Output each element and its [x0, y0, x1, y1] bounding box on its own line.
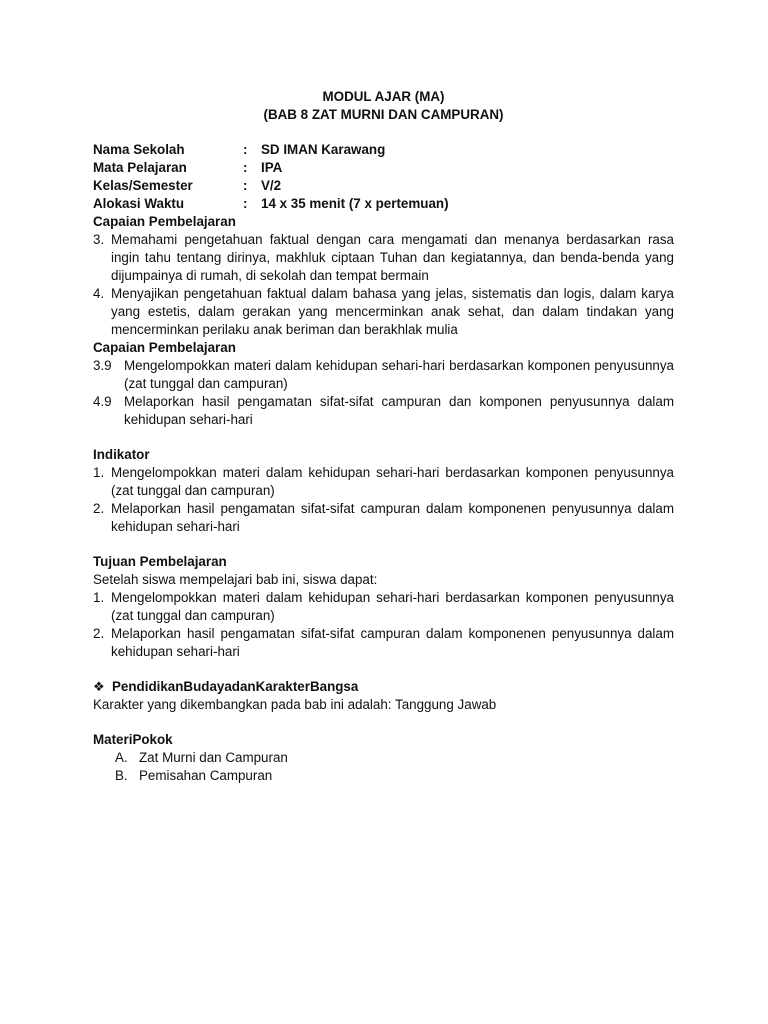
list-item — [93, 589, 674, 625]
meta-label: Mata Pelajaran — [93, 160, 187, 175]
list-number: 1. — [93, 465, 105, 480]
meta-block — [93, 141, 674, 213]
list-letter: A. — [115, 750, 128, 765]
list-text: Menyajikan pengetahuan faktual dalam bahasa yang jelas, sistematis dan logis, dalam karya yang estetis, dalam gerakan yang mencerminkan anak sehat, dan dalam tindakan yang mencerminkan perilaku anak beriman dan berakhlak mulia — [111, 286, 674, 337]
list-number: 3. — [93, 232, 105, 247]
list-number: 4. — [93, 286, 105, 301]
list-number: 2. — [93, 626, 105, 641]
list-text: Memahami pengetahuan faktual dengan cara mengamati dan menanya berdasarkan rasa ingin tahu tentang dirinya, makhluk ciptaan Tuhan dan kegiatannya, dan benda-benda yang dijumpainya di rumah, di sekolah dan tempat bermain — [111, 232, 674, 283]
meta-row-school — [93, 141, 674, 159]
meta-row-class — [93, 177, 674, 195]
meta-colon: : — [243, 142, 248, 157]
list-text: Melaporkan hasil pengamatan sifat-sifat campuran dalam komponenen penyusunnya dalam kehidupan sehari-hari — [111, 626, 674, 659]
section-heading-materi: MateriPokok — [93, 732, 173, 747]
section-heading-karakter — [93, 678, 674, 696]
diamond-bullet-icon: ❖ — [93, 679, 105, 694]
list-text: Mengelompokkan materi dalam kehidupan sehari-hari berdasarkan komponen penyusunnya (zat tunggal dan campuran) — [111, 465, 674, 498]
list-letter: B. — [115, 768, 128, 783]
list-item — [93, 393, 674, 429]
list-item — [93, 749, 674, 767]
meta-label: Kelas/Semester — [93, 178, 193, 193]
list-item — [93, 625, 674, 661]
meta-label: Alokasi Waktu — [93, 196, 185, 211]
list-item — [93, 464, 674, 500]
meta-value: V/2 — [261, 178, 282, 193]
meta-colon: : — [243, 160, 248, 175]
section-heading-tujuan: Tujuan Pembelajaran — [93, 554, 227, 569]
list-text: Melaporkan hasil pengamatan sifat-sifat campuran dan komponen penyusunnya dalam kehidupan sehari-hari — [124, 394, 674, 427]
tujuan-intro: Setelah siswa mempelajari bab ini, siswa dapat: — [93, 572, 378, 587]
section-heading-capaian-2: Capaian Pembelajaran — [93, 340, 236, 355]
list-item — [93, 500, 674, 536]
document-title: MODUL AJAR (MA) — [322, 89, 445, 104]
list-text: Pemisahan Campuran — [139, 768, 273, 783]
list-number: 4.9 — [93, 394, 112, 409]
list-item — [93, 231, 674, 285]
meta-colon: : — [243, 178, 248, 193]
list-number: 3.9 — [93, 358, 112, 373]
karakter-text: Karakter yang dikembangkan pada bab ini adalah: Tanggung Jawab — [93, 697, 497, 712]
list-item — [93, 767, 674, 785]
list-text: Mengelompokkan materi dalam kehidupan sehari-hari berdasarkan komponen penyusunnya (zat tunggal dan campuran) — [124, 358, 674, 391]
meta-value: SD IMAN Karawang — [261, 142, 386, 157]
karakter-heading-text: PendidikanBudayadanKarakterBangsa — [112, 679, 359, 694]
meta-value: IPA — [261, 160, 283, 175]
list-number: 2. — [93, 501, 105, 516]
list-number: 1. — [93, 590, 105, 605]
meta-colon: : — [243, 196, 248, 211]
list-item — [93, 357, 674, 393]
section-heading-indikator: Indikator — [93, 447, 150, 462]
list-text: Melaporkan hasil pengamatan sifat-sifat campuran dalam komponenen penyusunnya dalam kehidupan sehari-hari — [111, 501, 674, 534]
document-subtitle: (BAB 8 ZAT MURNI DAN CAMPURAN) — [263, 107, 504, 122]
meta-label: Nama Sekolah — [93, 142, 185, 157]
meta-row-subject — [93, 159, 674, 177]
document-page — [93, 88, 674, 785]
list-text: Zat Murni dan Campuran — [139, 750, 288, 765]
meta-row-time — [93, 195, 674, 213]
section-heading-capaian: Capaian Pembelajaran — [93, 214, 236, 229]
list-item — [93, 285, 674, 339]
meta-value: 14 x 35 menit (7 x pertemuan) — [261, 196, 449, 211]
list-text: Mengelompokkan materi dalam kehidupan sehari-hari berdasarkan komponen penyusunnya (zat tunggal dan campuran) — [111, 590, 674, 623]
